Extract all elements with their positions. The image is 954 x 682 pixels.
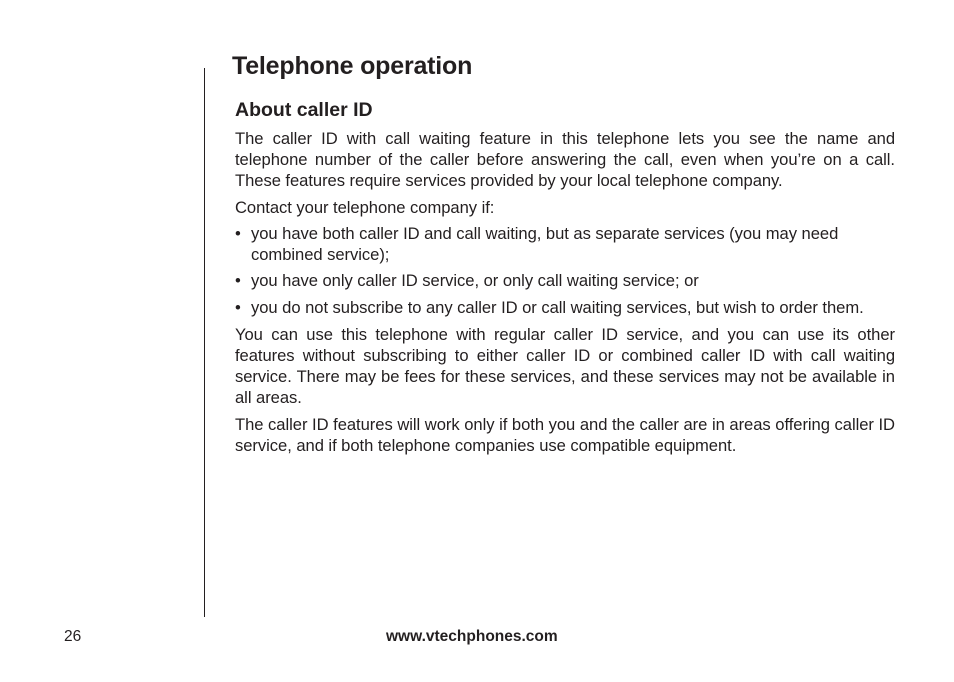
page-number: 26 [64, 628, 82, 645]
page-title: Telephone operation [232, 52, 473, 80]
bullet-icon: • [235, 297, 241, 317]
intro-paragraph: The caller ID with call waiting feature in this telephone lets you see the name and telephone number of the caller before answering the call, even when you’re on a call. These features require services provided by your local telephone company. [235, 129, 895, 190]
bullet-text: you have both caller ID and call waiting, but as separate services (you may need combined service); [251, 224, 839, 264]
main-content [235, 97, 895, 462]
bullet-list [235, 224, 895, 318]
regular-service-paragraph: You can use this telephone with regular caller ID service, and you can use its other features without subscribing to either caller ID or combined caller ID with call waiting service. There may be fees for these services, and these services may not be available in all areas. [235, 325, 895, 407]
website-url: www.vtechphones.com [386, 628, 558, 645]
features-paragraph: The caller ID features will work only if both you and the caller are in areas offering caller ID service, and if both telephone companies use compatible equipment. [235, 415, 895, 455]
bullet-icon: • [235, 224, 241, 243]
vertical-divider [204, 68, 205, 617]
list-item [235, 224, 895, 265]
contact-paragraph: Contact your telephone company if: [235, 198, 495, 217]
bullet-text: you have only caller ID service, or only call waiting service; or [251, 271, 699, 290]
bullet-text: you do not subscribe to any caller ID or call waiting services, but wish to order them. [251, 297, 864, 317]
bullet-icon: • [235, 271, 241, 290]
list-item [235, 271, 895, 292]
list-item [235, 298, 895, 319]
section-heading: About caller ID [235, 99, 373, 121]
